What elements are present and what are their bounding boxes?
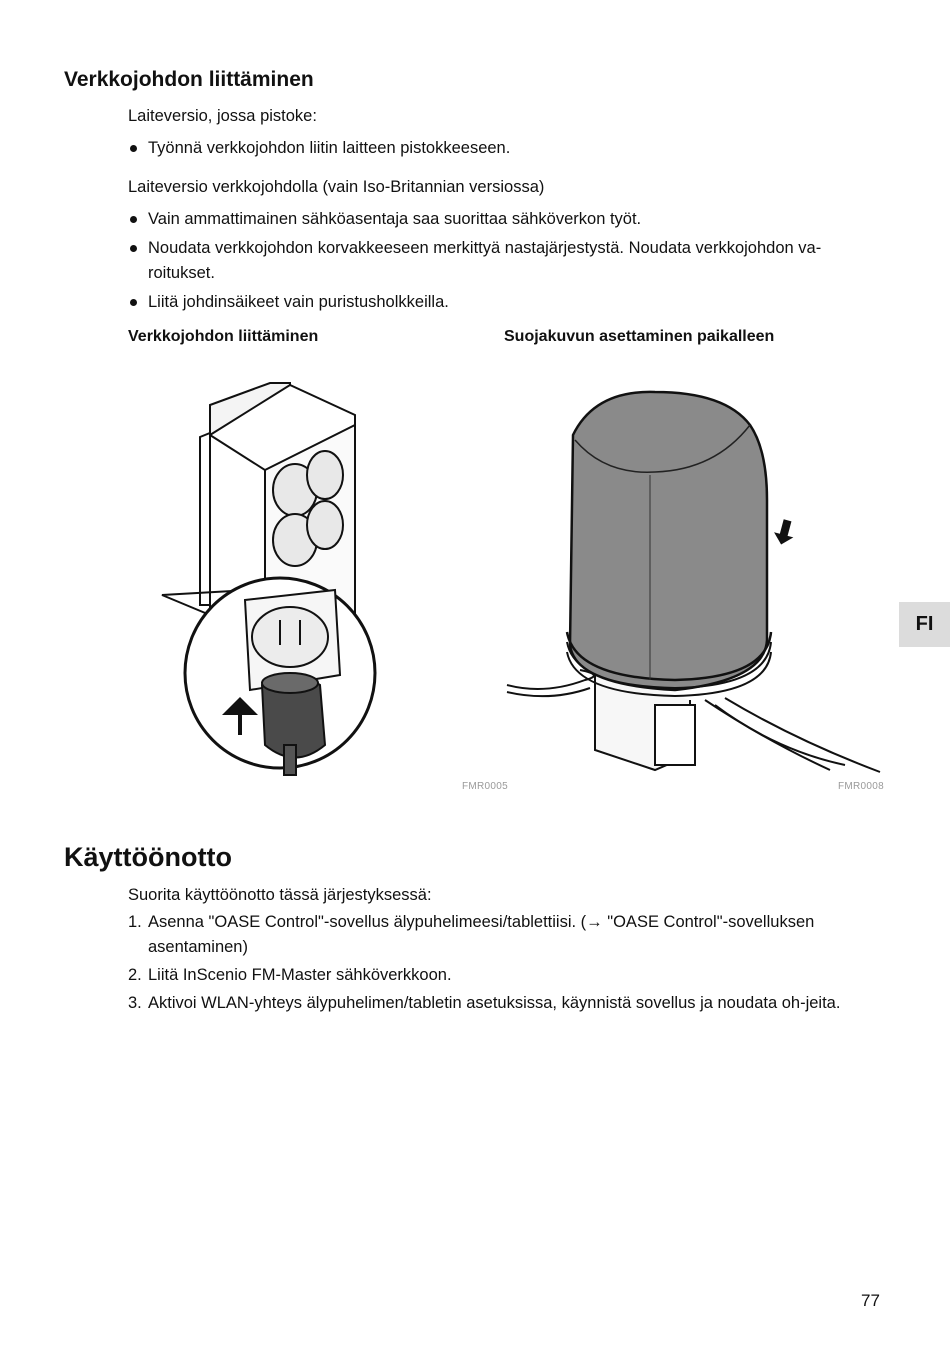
language-tab: FI bbox=[899, 602, 950, 647]
paragraph-plug-version: Laiteversio, jossa pistoke: bbox=[128, 107, 317, 125]
figure-title-right: Suojakuvun asettaminen paikalleen bbox=[504, 328, 775, 345]
list-item bbox=[128, 963, 873, 988]
cover-placement-illustration bbox=[505, 380, 885, 775]
list-item bbox=[128, 991, 873, 1016]
list-item bbox=[128, 910, 873, 960]
step-number: 1. bbox=[128, 913, 142, 931]
figure-code-left: FMR0005 bbox=[462, 781, 509, 792]
step-text: Asenna "OASE Control"-sovellus älypuhelimeesi/tablettiisi. (→ "OASE Control"-sovelluksen asentaminen) bbox=[148, 913, 815, 956]
step-text: Aktivoi WLAN-yhteys älypuhelimen/tabletin asetuksissa, käynnistä sovellus ja noudata oh-jeita. bbox=[148, 994, 841, 1012]
bullet-list-plug bbox=[128, 136, 873, 161]
list-item: Liitä johdinsäikeet vain puristusholkkeilla. bbox=[128, 290, 873, 315]
figure-title-left: Verkkojohdon liittäminen bbox=[128, 328, 319, 345]
section2-body bbox=[128, 883, 873, 1019]
step-text: Liitä InScenio FM-Master sähköverkkoon. bbox=[148, 966, 452, 984]
plug-connection-illustration bbox=[150, 375, 390, 780]
figure-code-right: FMR0008 bbox=[838, 781, 885, 792]
paragraph-commissioning-intro: Suorita käyttöönotto tässä järjestyksessä: bbox=[128, 886, 432, 904]
section-heading-commissioning: Käyttöönotto bbox=[64, 842, 232, 872]
numbered-steps bbox=[128, 910, 873, 1016]
section1-body bbox=[128, 104, 873, 329]
bullet-list-cord bbox=[128, 207, 873, 315]
list-item: Vain ammattimainen sähköasentaja saa suorittaa sähköverkon työt. bbox=[128, 207, 873, 232]
section-heading-power-cord: Verkkojohdon liittäminen bbox=[64, 68, 314, 91]
page-number: 77 bbox=[861, 1291, 880, 1310]
step-number: 2. bbox=[128, 966, 142, 984]
step-number: 3. bbox=[128, 994, 142, 1012]
list-item: Noudata verkkojohdon korvakkeeseen merkittyä nastajärjestystä. Noudata verkkojohdon va-roitukset. bbox=[128, 236, 873, 286]
list-item: Työnnä verkkojohdon liitin laitteen pistokkeeseen. bbox=[128, 136, 873, 161]
paragraph-cord-version: Laiteversio verkkojohdolla (vain Iso-Britannian versiossa) bbox=[128, 178, 545, 196]
